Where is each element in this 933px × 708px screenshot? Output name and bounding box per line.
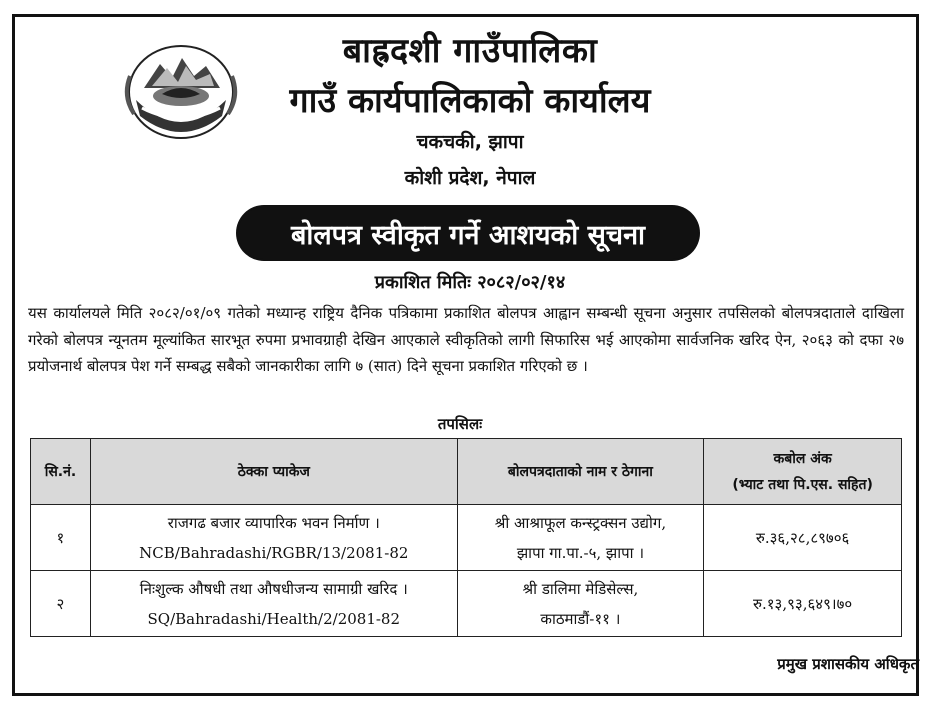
bid-table [30, 438, 902, 637]
publication-date: प्रकाशित मितिः २०८२/०२/१४ [374, 272, 566, 293]
municipality-name: बाह्रदशी गाउँपालिका [342, 31, 598, 71]
notice-body: यस कार्यालयले मिति २०८२/०१/०९ गतेको मध्यान्ह राष्ट्रिय दैनिक पत्रिकामा प्रकाशित बोलपत्र आह्वान सम्बन्धी सूचना अनुसार तपसिलको बोलपत्रदाताले दाखिला गरेको बोलपत्र न्यूनतम मूल्यांकित सारभूत रुपमा प्रभावग्राही देखिन आएकाले स्वीकृतिको लागी सिफारिस भई आएकोमा सार्वजनिक खरिद ऐन, २०६३ को दफा २७ प्रयोजनार्थ बोलपत्र पेश गर्ने सम्बद्ध सबैको जानकारीका लागि ७ (सात) दिने सूचना प्रकाशित गरिएको छ । [28, 304, 904, 375]
package-code: SQ/Bahradashi/Health/2/2081-82 [147, 609, 401, 628]
row-amount: रु.३६,२८,८९७०६ [704, 505, 902, 571]
table-row [31, 505, 902, 571]
office-name: गाउँ कार्यपालिकाको कार्यालय [289, 81, 651, 121]
table-header-row [31, 439, 902, 505]
header-bidder: बोलपत्रदाताको नाम र ठेगाना [457, 439, 704, 505]
row-amount: रु.१३,९३,६४९।७० [704, 571, 902, 637]
notice-title-banner [238, 207, 698, 259]
row-sn: १ [31, 505, 91, 571]
row-sn: २ [31, 571, 91, 637]
row-bidder [457, 571, 704, 637]
office-province: कोशी प्रदेश, नेपाल [404, 167, 536, 189]
row-bidder [457, 505, 704, 571]
header-amount [704, 439, 902, 505]
header-amount-line1: कबोल अंक [773, 450, 832, 467]
bidder-address: काठमाडौं-११ । [540, 609, 621, 628]
package-name: राजगढ बजार व्यापारिक भवन निर्माण । [167, 513, 380, 532]
signatory: प्रमुख प्रशासकीय अधिकृत [777, 655, 919, 673]
header-sn: सि.नं. [31, 439, 91, 505]
details-label: तपसिलः [437, 415, 483, 433]
package-code: NCB/Bahradashi/RGBR/13/2081-82 [139, 543, 409, 562]
bidder-address: झापा गा.पा.-५, झापा । [516, 543, 645, 562]
header-package: ठेक्का प्याकेज [90, 439, 457, 505]
bidder-name: श्री डालिमा मेडिसेल्स, [522, 579, 639, 598]
office-location: चकचकी, झापा [416, 131, 524, 153]
row-package [90, 571, 457, 637]
header-amount-line2: (भ्याट तथा पि.एस. सहित) [732, 476, 873, 493]
notice-title: बोलपत्र स्वीकृत गर्ने आशयको सूचना [290, 219, 646, 251]
bidder-name: श्री आश्राफूल कन्स्ट्रक्सन उद्योग, [494, 513, 667, 532]
table-row [31, 571, 902, 637]
row-package [90, 505, 457, 571]
package-name: निःशुल्क औषधी तथा औषधीजन्य सामाग्री खरिद । [139, 579, 408, 598]
